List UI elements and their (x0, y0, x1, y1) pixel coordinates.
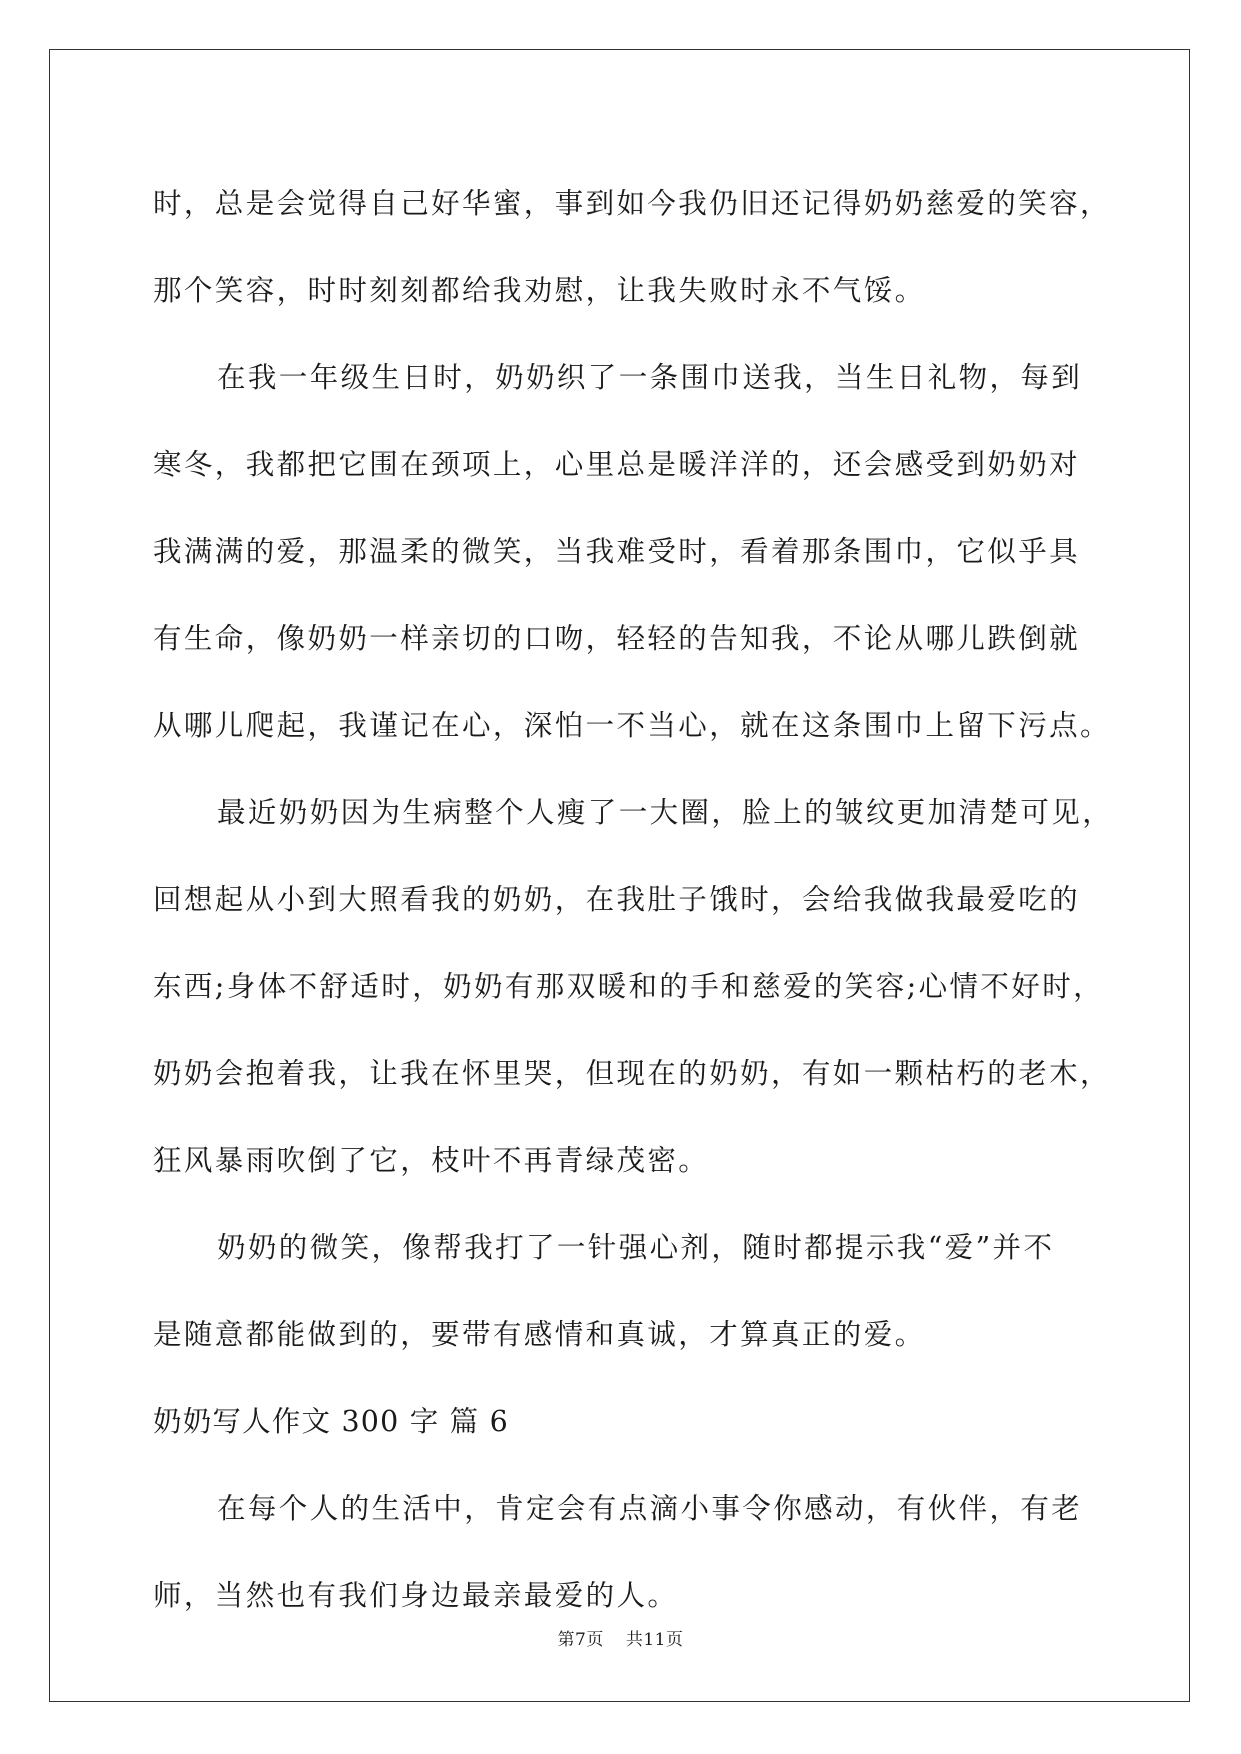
paragraph-start-line: 在每个人的生活中，肯定会有点滴小事令你感动，有伙伴，有老 (217, 1492, 1083, 1525)
text-line: 回想起从小到大照看我的奶奶，在我肚子饿时，会给我做我最爱吃的 (153, 883, 1081, 916)
text-line: 有生命，像奶奶一样亲切的口吻，轻轻的告知我，不论从哪儿跌倒就 (153, 622, 1081, 655)
document-body (153, 160, 1114, 1639)
section-heading: 奶奶写人作文 300 字 篇 6 (153, 1405, 509, 1438)
text-line: 寒冬，我都把它围在颈项上，心里总是暖洋洋的，还会感受到奶奶对 (153, 448, 1081, 481)
text-line: 奶奶会抱着我，让我在怀里哭，但现在的奶奶，有如一颗枯朽的老木， (153, 1057, 1111, 1090)
page-footer (0, 1625, 1241, 1650)
text-line: 是随意都能做到的，要带有感情和真诚，才算真正的爱。 (153, 1318, 926, 1351)
page-total: 共11页 (625, 1630, 684, 1650)
text-line: 东西;身体不舒适时，奶奶有那双暖和的手和慈爱的笑容;心情不好时， (153, 970, 1105, 1003)
paragraph-start-line: 奶奶的微笑，像帮我打了一针强心剂，随时都提示我“爱”并不 (217, 1231, 1055, 1264)
paragraph-start-line: 最近奶奶因为生病整个人瘦了一大圈，脸上的皱纹更加清楚可见， (217, 796, 1114, 829)
text-line: 那个笑容，时时刻刻都给我劝慰，让我失败时永不气馁。 (153, 274, 926, 307)
text-line: 时，总是会觉得自己好华蜜，事到如今我仍旧还记得奶奶慈爱的笑容， (153, 187, 1111, 220)
text-line: 从哪儿爬起，我谨记在心，深怕一不当心，就在这条围巾上留下污点。 (153, 709, 1111, 742)
paragraph-start-line: 在我一年级生日时，奶奶织了一条围巾送我，当生日礼物，每到 (217, 361, 1083, 394)
text-line: 狂风暴雨吹倒了它，枝叶不再青绿茂密。 (153, 1144, 710, 1177)
text-line: 我满满的爱，那温柔的微笑，当我难受时，看着那条围巾，它似乎具 (153, 535, 1081, 568)
page-number: 第7页 (557, 1630, 604, 1650)
text-line: 师，当然也有我们身边最亲最爱的人。 (153, 1579, 679, 1612)
